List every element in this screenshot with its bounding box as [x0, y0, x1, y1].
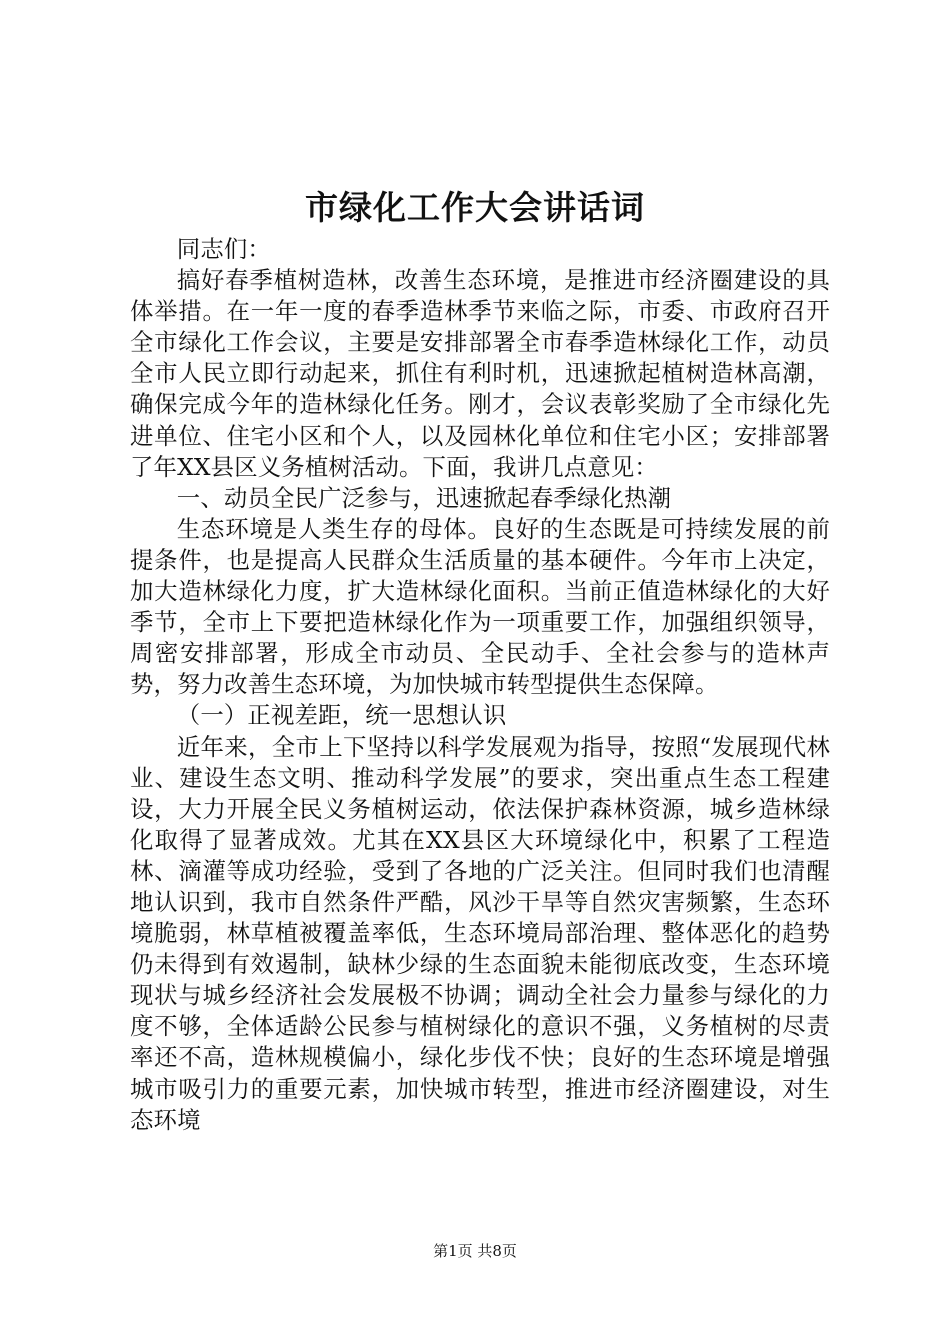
salutation: 同志们：: [176, 235, 271, 263]
section-heading-1: 一、动员全民广泛参与，迅速掀起春季绿化热潮: [176, 483, 672, 512]
intro-paragraph: 搞好春季植树造林，改善生态环境，是推进市经济圈建设的具体举措。在一年一度的春季造林季节来临之际，市委、市政府召开全市绿化工作会议，主要是安排部署全市春季造林绿化工作，动员全市人民立即行动起来，抓住有利时机，迅速掀起植树造林高潮，确保完成今年的造林绿化任务。刚才，会议表彰奖励了全市绿化先进单位、住宅小区和个人，以及园林化单位和住宅小区；安排部署了年XX县区义务植树活动。下面，我讲几点意见：: [130, 266, 830, 481]
section-1-paragraph: 生态环境是人类生存的母体。良好的生态既是可持续发展的前提条件，也是提高人民群众生活质量的基本硬件。今年市上决定，加大造林绿化力度，扩大造林绿化面积。当前正值造林绿化的大好季节，全市上下要把造林绿化作为一项重要工作，加强组织领导，周密安排部署，形成全市动员、全民动手、全社会参与的造林声势，努力改善生态环境，为加快城市转型提供生态保障。: [130, 514, 830, 699]
document-body: [130, 234, 830, 1136]
page-footer: 第1页 共8页: [433, 1242, 517, 1260]
document-title: 市绿化工作大会讲话词: [305, 188, 645, 227]
subsection-1-paragraph: 近年来，全市上下坚持以科学发展观为指导，按照“发展现代林业、建设生态文明、推动科学发展”的要求，突出重点生态工程建设，大力开展全民义务植树运动，依法保护森林资源，城乡造林绿化取得了显著成效。尤其在XX县区大环境绿化中，积累了工程造林、滴灌等成功经验，受到了各地的广泛关注。但同时我们也清醒地认识到，我市自然条件严酷，风沙干旱等自然灾害频繁，生态环境脆弱，林草植被覆盖率低，生态环境局部治理、整体恶化的趋势仍未得到有效遏制，缺林少绿的生态面貌未能彻底改变，生态环境现状与城乡经济社会发展极不协调；调动全社会力量参与绿化的力度不够，全体适龄公民参与植树绿化的意识不强，义务植树的尽责率还不高，造林规模偏小，绿化步伐不快；良好的生态环境是增强城市吸引力的重要元素，加快城市转型，推进市经济圈建设，对生态环境: [130, 732, 830, 1134]
subsection-heading-1: （一）正视差距，统一思想认识: [176, 701, 507, 730]
